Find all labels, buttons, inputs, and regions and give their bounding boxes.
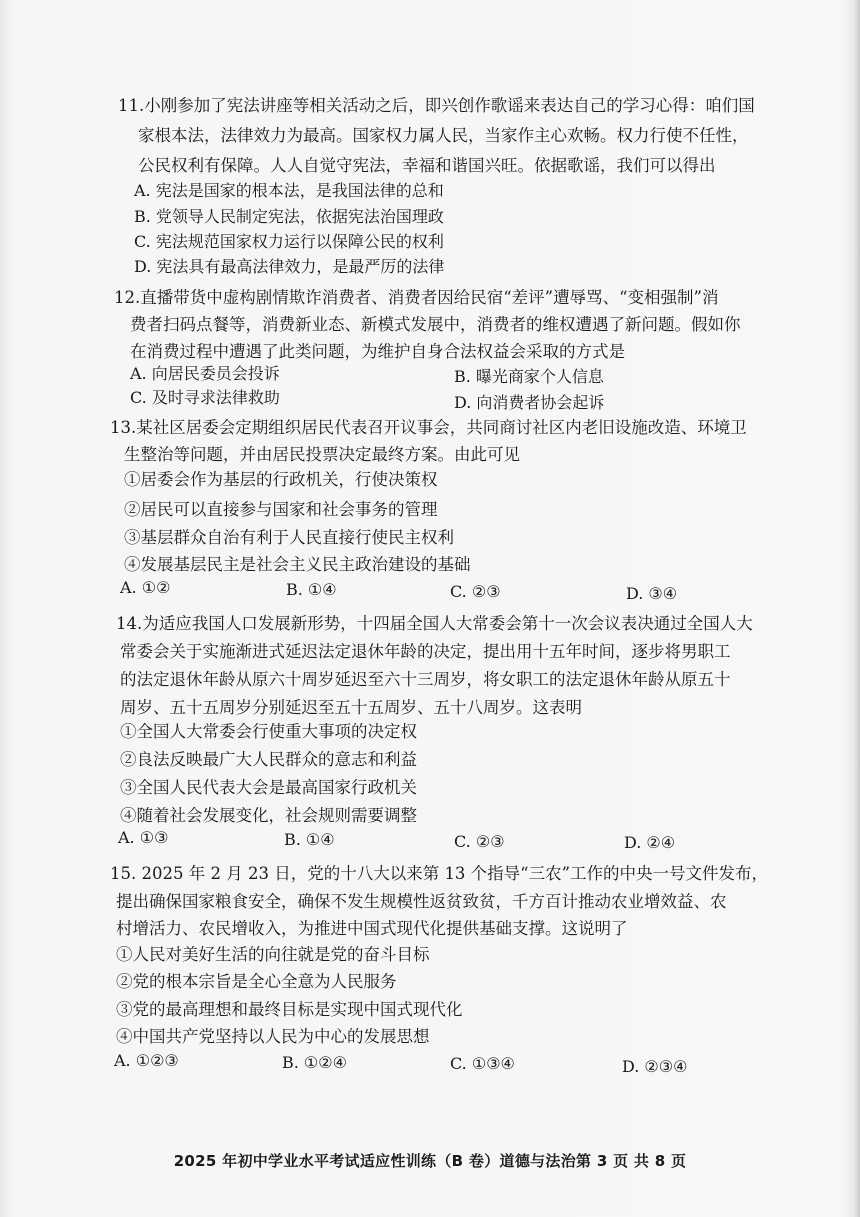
question-12-option-b: B. 曝光商家个人信息 bbox=[454, 367, 604, 386]
question-14-option-d: D. ②④ bbox=[624, 833, 676, 852]
question-13-item-4: ④发展基层民主是社会主义民主政治建设的基础 bbox=[124, 555, 471, 574]
question-15-option-d: D. ②③④ bbox=[622, 1057, 688, 1076]
question-15-item-1: ①人民对美好生活的向往就是党的奋斗目标 bbox=[116, 945, 430, 964]
question-14-item-3: ③全国人民代表大会是最高国家行政机关 bbox=[120, 778, 417, 797]
question-14-item-4: ④随着社会发展变化，社会规则需要调整 bbox=[120, 806, 417, 825]
question-14-stem-line-1: 14.为适应我国人口发展新形势，十四届全国人大常委会第十一次会议表决通过全国人大 bbox=[116, 614, 753, 633]
question-11-option-d: D. 宪法具有最高法律效力，是最严厉的法律 bbox=[134, 257, 445, 276]
question-15-stem-line-1: 15. 2025 年 2 月 23 日，党的十八大以来第 13 个指导“三农”工作的中央一号文件发布， bbox=[110, 864, 769, 883]
question-15-option-c: C. ①③④ bbox=[450, 1054, 515, 1073]
question-14-item-1: ①全国人大常委会行使重大事项的决定权 bbox=[120, 722, 417, 741]
question-13-stem-line-2: 生整治等问题，并由居民投票决定最终方案。由此可见 bbox=[124, 445, 520, 464]
question-12-stem-line-3: 在消费过程中遭遇了此类问题，为维护自身合法权益会采取的方式是 bbox=[130, 342, 625, 361]
question-15-option-a: A. ①②③ bbox=[114, 1051, 179, 1070]
question-13-option-a: A. ①② bbox=[120, 578, 171, 597]
question-15-item-3: ③党的最高理想和最终目标是实现中国式现代化 bbox=[116, 1000, 463, 1019]
question-14-option-b: B. ①④ bbox=[284, 830, 335, 849]
question-15-item-4: ④中国共产党坚持以人民为中心的发展思想 bbox=[116, 1027, 430, 1046]
question-14-option-a: A. ①③ bbox=[118, 828, 169, 847]
question-11-stem-line-2: 家根本法，法律效力为最高。国家权力属人民，当家作主心欢畅。权力行使不任性， bbox=[138, 126, 749, 145]
question-15-item-2: ②党的根本宗旨是全心全意为人民服务 bbox=[116, 972, 397, 991]
question-14-stem-line-3: 的法定退休年龄从原六十周岁延迟至六十三周岁，将女职工的法定退休年龄从原五十 bbox=[120, 670, 731, 689]
question-13-stem-line-1: 13.某社区居委会定期组织居民代表召开议事会，共同商讨社区内老旧设施改造、环境卫 bbox=[110, 418, 747, 437]
question-12-option-a: A. 向居民委员会投诉 bbox=[130, 364, 280, 383]
question-11-option-b: B. 党领导人民制定宪法，依据宪法治国理政 bbox=[134, 207, 444, 226]
question-12-stem-line-2: 费者扫码点餐等，消费新业态、新模式发展中，消费者的维权遭遇了新问题。假如你 bbox=[130, 315, 741, 334]
scan-edge-shadow bbox=[854, 0, 860, 1217]
question-13-item-3: ③基层群众自治有利于人民直接行使民主权利 bbox=[124, 528, 454, 547]
question-13-option-c: C. ②③ bbox=[450, 582, 501, 601]
question-11-option-a: A. 宪法是国家的根本法，是我国法律的总和 bbox=[134, 181, 444, 200]
question-14-option-c: C. ②③ bbox=[454, 832, 505, 851]
question-13-option-b: B. ①④ bbox=[286, 580, 337, 599]
question-14-stem-line-2: 常委会关于实施渐进式延迟法定退休年龄的决定，提出用十五年时间，逐步将男职工 bbox=[120, 642, 731, 661]
question-11-stem-line-1: 11.小刚参加了宪法讲座等相关活动之后，即兴创作歌谣来表达自己的学习心得：咱们国 bbox=[118, 96, 755, 115]
question-15-stem-line-3: 村增活力、农民增收入，为推进中国式现代化提供基础支撑。这说明了 bbox=[116, 919, 628, 938]
question-13-option-d: D. ③④ bbox=[626, 584, 678, 603]
question-14-item-2: ②良法反映最广大人民群众的意志和利益 bbox=[120, 750, 417, 769]
question-15-stem-line-2: 提出确保国家粮食安全，确保不发生规模性返贫致贫，千方百计推动农业增效益、农 bbox=[116, 892, 727, 911]
question-13-item-1: ①居委会作为基层的行政机关，行使决策权 bbox=[124, 470, 438, 489]
question-12-option-c: C. 及时寻求法律救助 bbox=[130, 388, 280, 407]
question-11-stem-line-3: 公民权利有保障。人人自觉守宪法，幸福和谐国兴旺。依据歌谣，我们可以得出 bbox=[138, 156, 716, 175]
question-15-option-b: B. ①②④ bbox=[282, 1053, 347, 1072]
question-11-option-c: C. 宪法规范国家权力运行以保障公民的权利 bbox=[134, 232, 444, 251]
question-14-stem-line-4: 周岁、五十五周岁分别延迟至五十五周岁、五十八周岁。这表明 bbox=[120, 698, 582, 717]
page-footer: 2025 年初中学业水平考试适应性训练（B 卷）道德与法治第 3 页 共 8 页 bbox=[173, 1152, 687, 1170]
question-12-stem-line-1: 12.直播带货中虚构剧情欺诈消费者、消费者因给民宿“差评”遭辱骂、“变相强制”消 bbox=[114, 288, 719, 307]
question-13-item-2: ②居民可以直接参与国家和社会事务的管理 bbox=[124, 500, 438, 519]
question-12-option-d: D. 向消费者协会起诉 bbox=[454, 393, 605, 412]
